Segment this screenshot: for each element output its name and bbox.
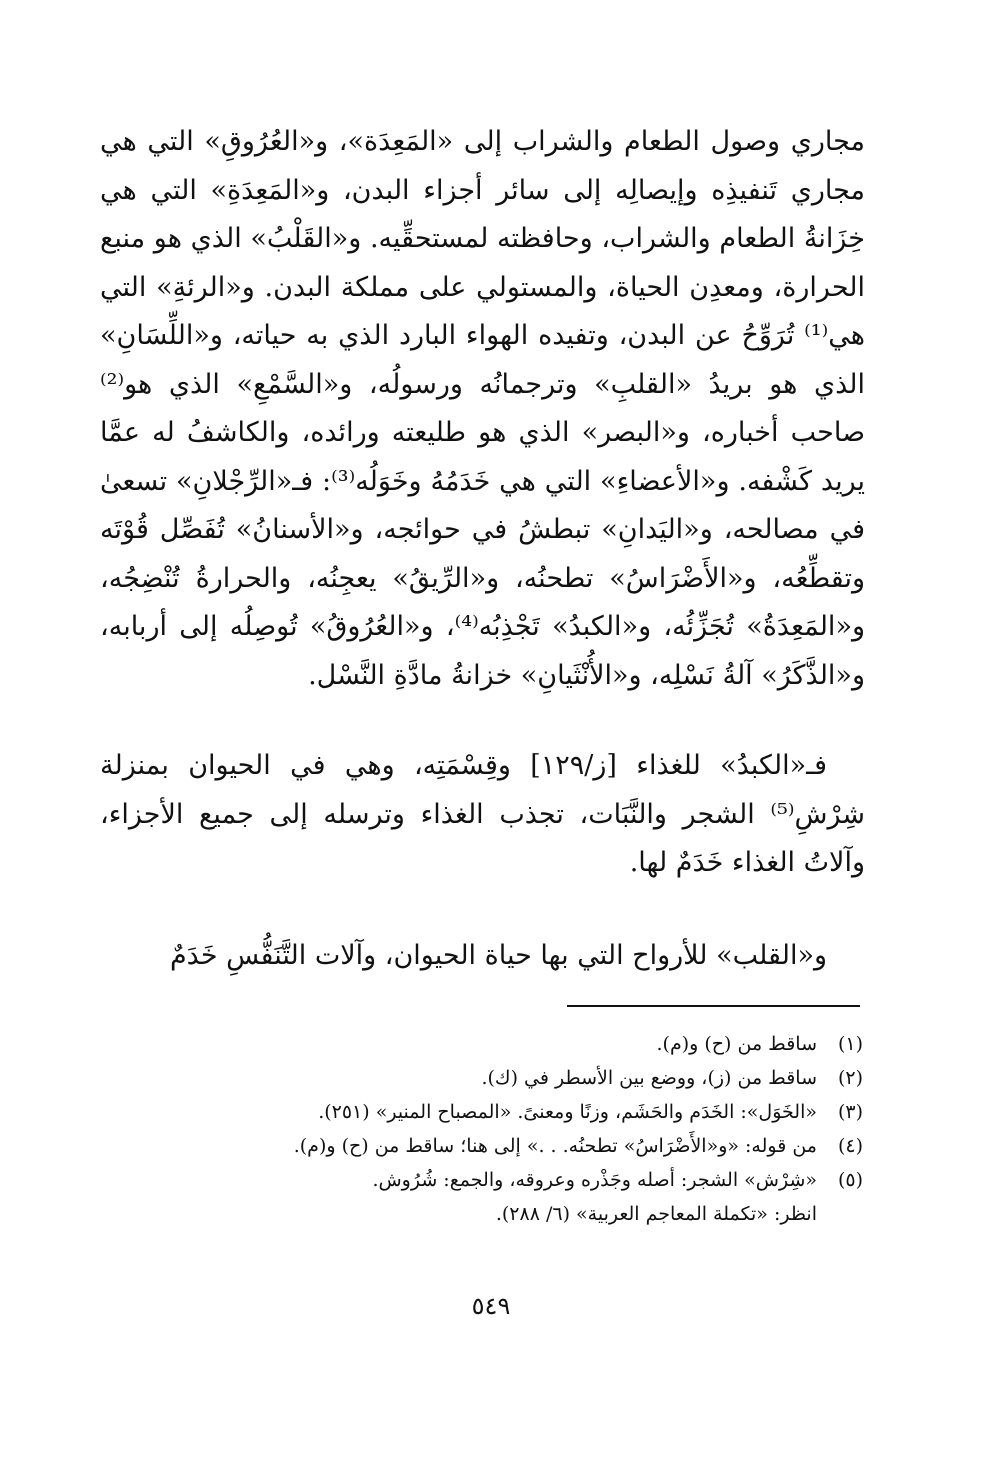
paragraph-text: فـ«الكبدُ» للغذاء [ز/١٢٩] وقِسْمَتِه، وهي في الحيوان بمنزلة شِرْشِ⁽⁵⁾ الشجر والنَّبَات، تجذب الغذاء وترسله إلى جميع الأجزاء، وآلاتُ الغذاء خَدَمٌ لها. — [100, 750, 865, 878]
footnote-item — [180, 1129, 863, 1163]
footnote-item — [180, 1095, 863, 1129]
footnote-item — [180, 1027, 863, 1061]
footnotes-list — [180, 1027, 863, 1231]
footnote-number: (٣) — [837, 1101, 863, 1123]
paragraph-text: مجاري وصول الطعام والشراب إلى «المَعِدَة»، و«العُرُوقِ» التي هي مجاري تَنفيذِه وإيصالِه إلى سائر أجزاء البدن، و«المَعِدَةِ» التي هي خِزَانةُ الطعام والشراب، وحافظته لمستحقِّيه. و«القَلْبُ» الذي هو منبع الحرارة، ومعدِن الحياة، والمستولي على مملكة البدن. و«الرئةِ» التي هي⁽¹⁾ تُرَوِّحُ عن البدن، وتفيده الهواء البارد الذي به حياته، و«اللِّسَانِ» الذي هو بريدُ «القلبِ» وترجمانُه ورسولُه، و«السَّمْعِ» الذي هو⁽²⁾ صاحب أخباره، و«البصر» الذي هو طليعته ورائده، والكاشفُ له عمَّا يريد كَشْفه. و«الأعضاءِ» التي هي خَدَمُهُ وخَوَلُه⁽³⁾: فـ«الرِّجْلانِ» تسعىٰ في مصالحه، و«اليَدانِ» تبطشُ في حوائجه، و«الأسنانُ» تُفَصِّل قُوْتَه وتقطِّعُه، و«الأَضْرَاسُ» تطحنُه، و«الرِّيقُ» يعجِنُه، والحرارةُ تُنْضِجُه، و«المَعِدَةُ» تُجَزِّئُه، و«الكبدُ» تَجْذِبُه⁽⁴⁾، و«العُرُوقُ» تُوصِلُه إلى أربابه، و«الذَّكَرُ» آلةُ نَسْلِه، و«الأُنْثَيانِ» خزانةُ مادَّةِ النَّسْل. — [100, 126, 866, 691]
main-paragraph — [100, 742, 865, 888]
footnote-text: «الخَوَل»: الخَدَم والحَشَم، وزنًا ومعنىً. «المصباح المنير» (٢٥١). — [318, 1101, 817, 1123]
footnote-separator — [567, 1005, 860, 1007]
footnote-item — [180, 1163, 863, 1197]
footnote-item — [180, 1061, 863, 1095]
footnote-text: من قوله: «و«الأَضْرَاسُ» تطحنُه. . .» إلى هنا؛ ساقط من (ح) و(م). — [293, 1135, 817, 1157]
footnote-text: ساقط من (ز)، ووضع بين الأسطر في (ك). — [481, 1067, 817, 1089]
main-paragraph — [100, 932, 865, 981]
paragraph-text: و«القلب» للأرواح التي بها حياة الحيوان، وآلات التَّنَفُّسِ خَدَمٌ — [169, 940, 827, 971]
footnote-text: ساقط من (ح) و(م). — [656, 1033, 817, 1055]
footnote-number: (١) — [837, 1033, 863, 1055]
main-paragraph — [100, 118, 865, 700]
footnote-number: (٤) — [837, 1135, 863, 1157]
footnote-text: «شِرْش» الشجر: أصله وجَذْره وعروقه، والجمع: شُرُوش. — [372, 1169, 817, 1191]
footnote-number: (٢) — [837, 1067, 863, 1089]
footnote-number: (٥) — [837, 1169, 863, 1191]
footnote-continuation: انظر: «تكملة المعاجم العربية» (٦/ ٢٨٨). — [495, 1203, 817, 1225]
page-number: ٥٤٩ — [471, 1292, 511, 1320]
